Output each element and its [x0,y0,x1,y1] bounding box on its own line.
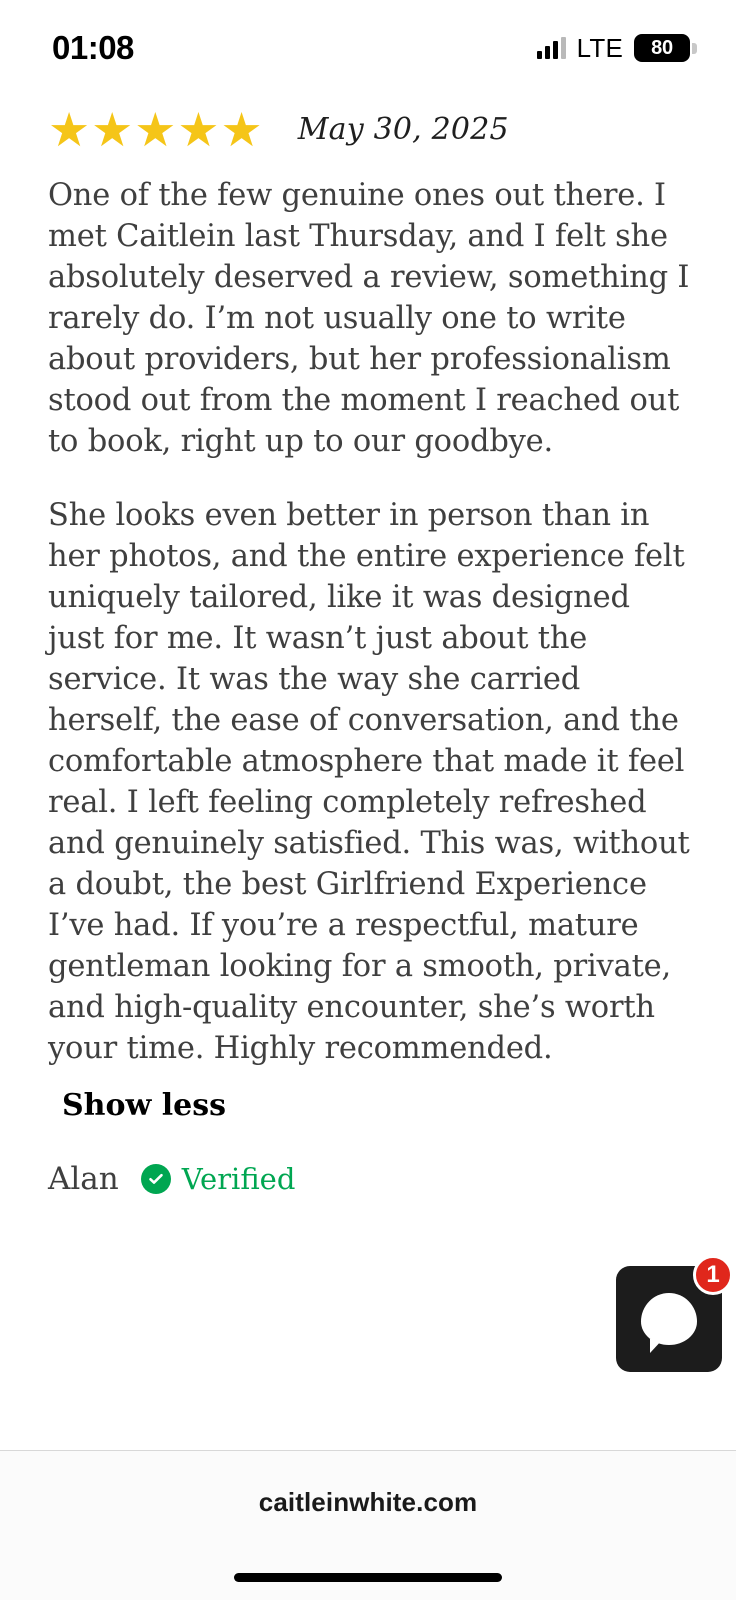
status-badge [141,1162,296,1196]
verified-label: Verified [181,1162,296,1196]
rating-stars-icon: ★★★★★ [48,103,264,156]
battery-level-label: 80 [651,36,673,59]
network-type-label: LTE [576,32,623,63]
reviewer-name: Alan [48,1161,119,1197]
review-header [48,103,692,156]
status-indicators [537,33,690,64]
status-time: 01:08 [52,29,134,66]
home-indicator-area [0,1554,736,1600]
chat-bubble-icon [641,1293,697,1345]
chat-unread-badge: 1 [693,1255,733,1295]
review-text [48,175,692,1069]
review-paragraph: One of the few genuine ones out there. I met Caitlein last Thursday, and I felt she absolutely deserved a review, something I rarely do. I’m not usually one to write about providers, but her professionalism stood out from the moment I reached out to book, right up to our goodbye. [48,178,690,459]
review-date: May 30, 2025 [297,112,509,147]
home-indicator[interactable] [234,1573,502,1582]
battery-icon [634,34,690,62]
status-bar [0,0,736,96]
review-paragraph: She looks even better in person than in her photos, and the entire experience felt uniquely tailored, like it was designed just for me. It wasn’t just about the service. It was the way she carried herself, the ease of conversation, and the comfortable atmosphere that made it feel real. I left feeling completely refreshed and genuinely satisfied. This was, without a doubt, the best Girlfriend Experience I’ve had. If you’re a respectful, mature gentleman looking for a smooth, private, and high-quality encounter, she’s worth your time. Highly recommended. [48,498,690,1066]
cellular-signal-icon [537,37,566,59]
browser-url-bar[interactable] [0,1450,736,1554]
review-card [0,96,736,1450]
url-label: caitleinwhite.com [258,1487,478,1517]
verified-check-icon [141,1164,171,1194]
chat-widget-button[interactable] [616,1261,722,1372]
show-less-button[interactable]: Show less [62,1088,227,1123]
reviewer-info [48,1161,692,1197]
